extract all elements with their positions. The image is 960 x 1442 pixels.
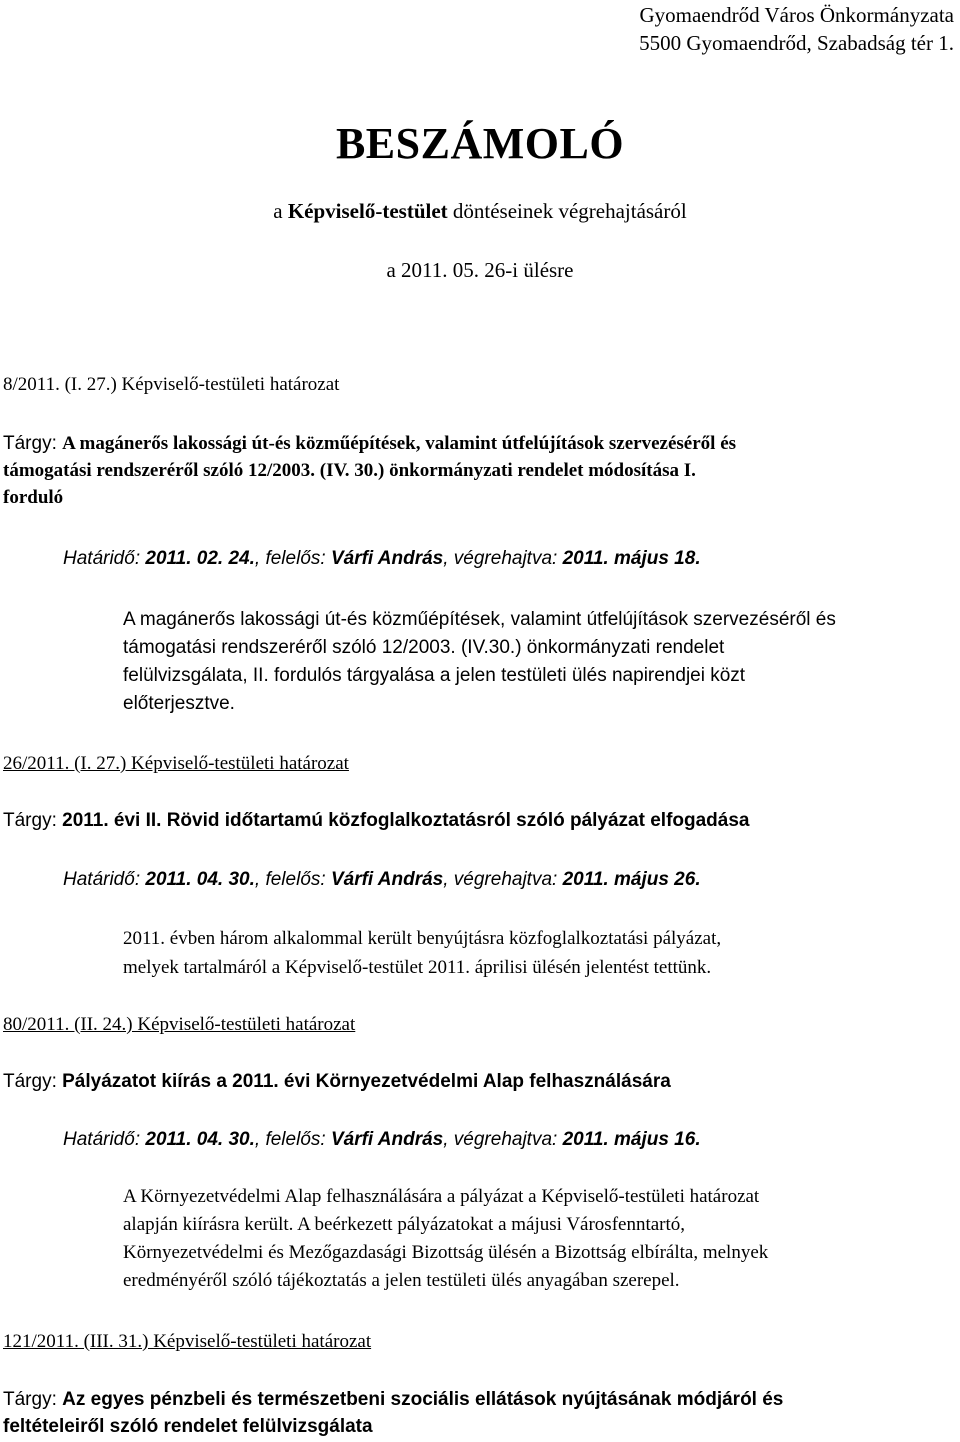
subject-label: Tárgy:: [3, 810, 63, 831]
deadline-label: Határidő:: [63, 869, 146, 890]
subject-label: Tárgy:: [3, 1389, 63, 1410]
decision-2-subject: [3, 807, 750, 834]
subject-line: feltételeiről szóló rendelet felülvizsgálata: [3, 1416, 373, 1437]
subject-line: támogatási rendszeréről szóló 12/2003. (IV. 30.) önkormányzati rendelet módosítása I.: [3, 460, 696, 481]
decision-1-deadline: [63, 545, 701, 572]
page-title: BESZÁMOLÓ: [335, 119, 625, 168]
done-date: 2011. május 26.: [562, 869, 701, 890]
responsible-label: , felelős:: [254, 548, 331, 569]
report-line: A Környezetvédelmi Alap felhasználására a pályázat a Képviselő-testületi határozat: [123, 1186, 760, 1207]
decision-1-subject: [3, 430, 736, 457]
deadline-label: Határidő:: [63, 548, 146, 569]
subtitle-pre: a: [273, 199, 288, 223]
org-name: Gyomaendrőd Város Önkormányzata: [639, 3, 954, 27]
deadline-label: Határidő:: [63, 1129, 146, 1150]
session-date: a 2011. 05. 26-i ülésre: [386, 258, 574, 282]
org-address: 5500 Gyomaendrőd, Szabadság tér 1.: [639, 31, 954, 55]
done-date: 2011. május 16.: [562, 1129, 701, 1150]
subject-line: Az egyes pénzbeli és természetbeni szociális ellátások nyújtásának módjáról és: [62, 1389, 784, 1410]
report-line: 2011. évben három alkalommal került benyújtásra közfoglalkoztatási pályázat,: [123, 928, 722, 949]
decision-3-subject: [3, 1068, 671, 1095]
deadline-date: 2011. 04. 30.: [145, 1129, 255, 1150]
responsible-name: Várfi András: [330, 869, 444, 890]
done-date: 2011. május 18.: [562, 548, 701, 569]
responsible-name: Várfi András: [330, 1129, 444, 1150]
decision-4-ref: 121/2011. (III. 31.) Képviselő-testületi határozat: [3, 1331, 372, 1352]
decision-3-ref: 80/2011. (II. 24.) Képviselő-testületi határozat: [3, 1014, 356, 1035]
subject-label: Tárgy:: [3, 433, 63, 454]
page-subtitle: [0, 199, 960, 224]
report-line: felülvizsgálata, II. fordulós tárgyalása a jelen testületi ülés napirendjei közt: [123, 665, 746, 686]
responsible-label: , felelős:: [254, 869, 331, 890]
decision-3-deadline: [63, 1126, 701, 1153]
report-line: Környezetvédelmi és Mezőgazdasági Bizottság ülésén a Bizottság elbírálta, melnyek: [123, 1242, 769, 1263]
decision-2-ref: 26/2011. (I. 27.) Képviselő-testületi határozat: [3, 753, 349, 774]
report-line: melyek tartalmáról a Képviselő-testület 2011. áprilisi ülésén jelentést tettünk.: [123, 957, 712, 978]
done-label: , végrehajtva:: [443, 869, 563, 890]
report-line: előterjesztve.: [123, 693, 235, 714]
subject-line: 2011. évi II. Rövid időtartamú közfoglalkoztatásról szóló pályázat elfogadása: [62, 810, 750, 831]
subject-line: forduló: [3, 487, 64, 508]
report-line: A magánerős lakossági út-és közműépítések, valamint útfelújítások szervezéséről és: [123, 609, 836, 630]
report-line: támogatási rendszeréről szóló 12/2003. (IV.30.) önkormányzati rendelet: [123, 637, 725, 658]
decision-2-deadline: [63, 866, 701, 893]
subject-line: A magánerős lakossági út-és közműépítések, valamint útfelújítások szervezéséről és: [62, 433, 737, 454]
responsible-label: , felelős:: [254, 1129, 331, 1150]
decision-1-ref: 8/2011. (I. 27.) Képviselő-testületi határozat: [3, 374, 340, 395]
deadline-date: 2011. 02. 24.: [145, 548, 255, 569]
decision-4-subject: [3, 1386, 783, 1413]
report-line: alapján kiírásra került. A beérkezett pályázatokat a májusi Városfenntartó,: [123, 1214, 686, 1235]
subject-line: Pályázatot kiírás a 2011. évi Környezetvédelmi Alap felhasználására: [62, 1071, 671, 1092]
subtitle-post: döntéseinek végrehajtásáról: [447, 199, 687, 223]
subject-label: Tárgy:: [3, 1071, 63, 1092]
responsible-name: Várfi András: [330, 548, 444, 569]
done-label: , végrehajtva:: [443, 548, 563, 569]
report-line: eredményéről szóló tájékoztatás a jelen testületi ülés anyagában szerepel.: [123, 1270, 680, 1291]
deadline-date: 2011. 04. 30.: [145, 869, 255, 890]
done-label: , végrehajtva:: [443, 1129, 563, 1150]
subtitle-bold: Képviselő-testület: [287, 199, 448, 223]
